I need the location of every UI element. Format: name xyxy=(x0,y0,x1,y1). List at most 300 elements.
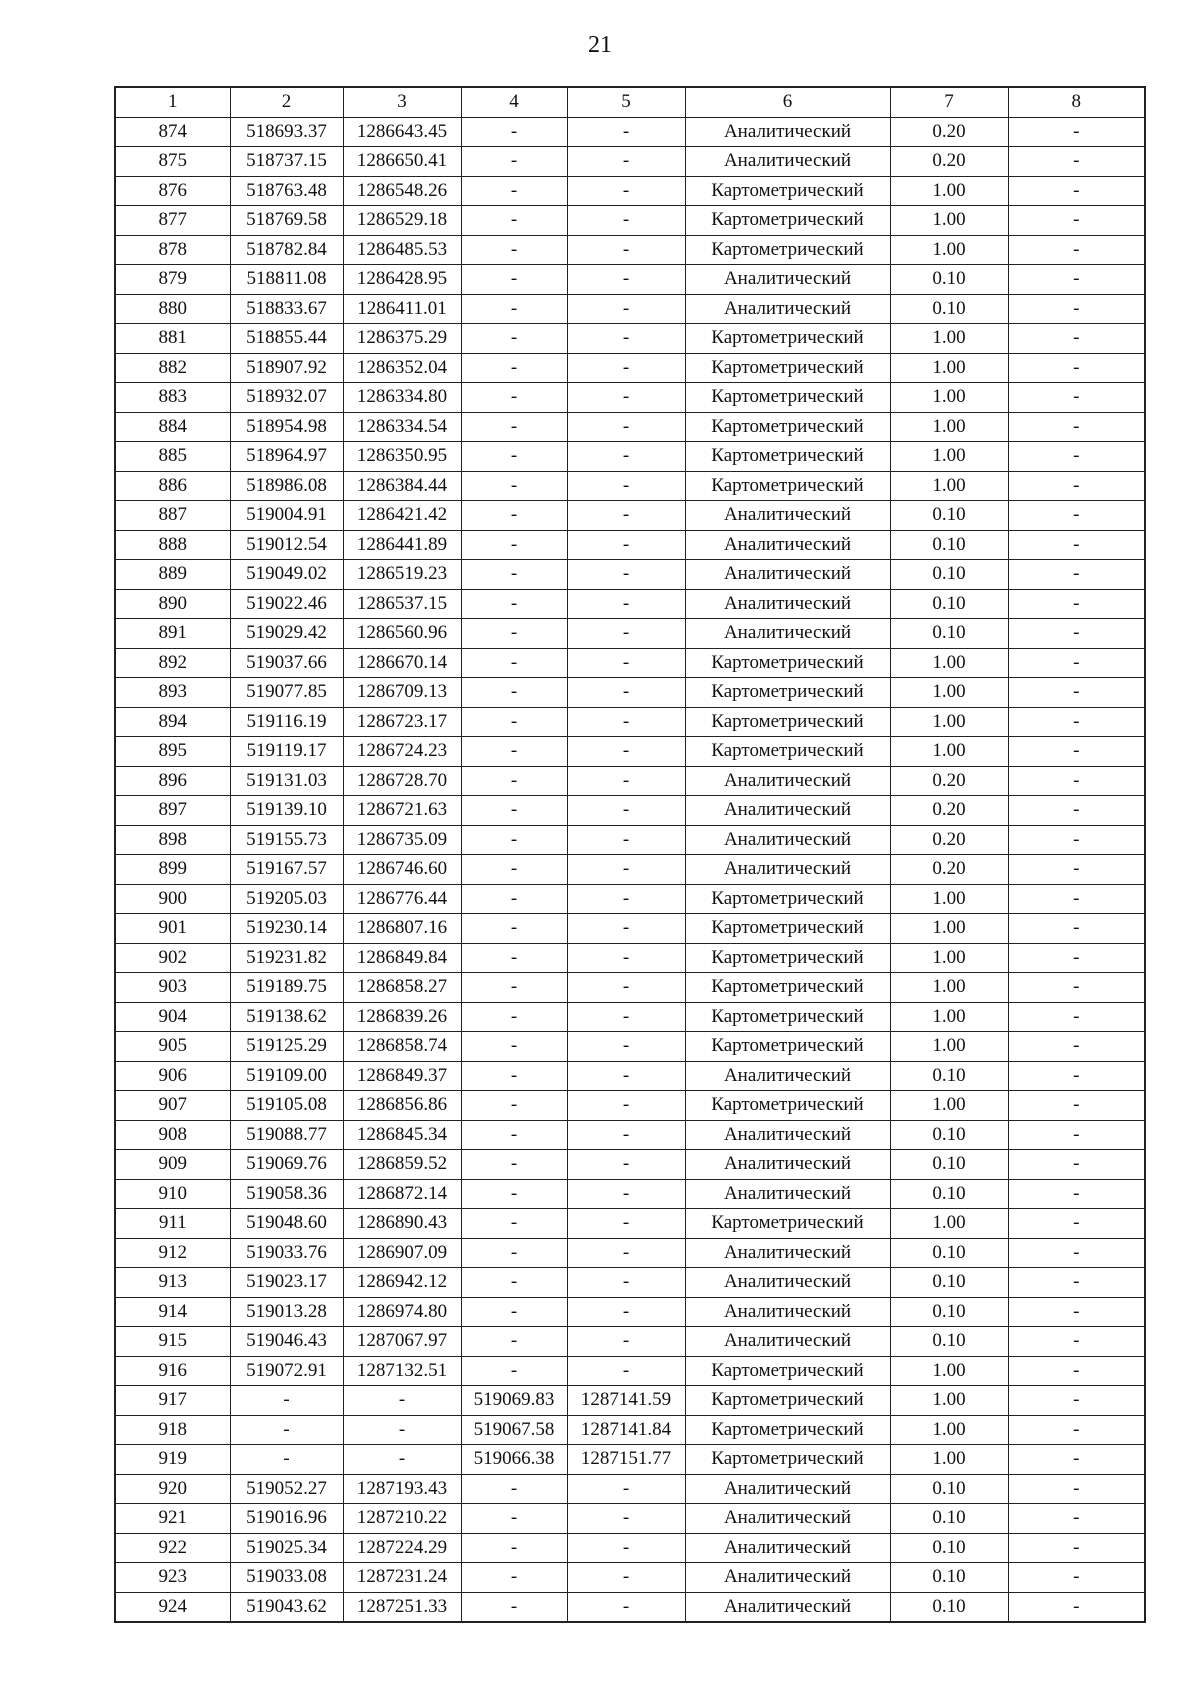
table-cell: 1287151.77 xyxy=(567,1445,685,1475)
table-cell: 1286807.16 xyxy=(343,914,461,944)
table-cell: 914 xyxy=(115,1297,230,1327)
table-cell: 1.00 xyxy=(890,678,1008,708)
table-cell: - xyxy=(1008,442,1145,472)
table-cell: 0.10 xyxy=(890,1533,1008,1563)
table-cell: 919 xyxy=(115,1445,230,1475)
table-row xyxy=(115,678,1145,708)
table-cell: 1.00 xyxy=(890,973,1008,1003)
table-cell: - xyxy=(461,560,567,590)
table-row xyxy=(115,383,1145,413)
table-row xyxy=(115,1474,1145,1504)
page-number: 21 xyxy=(588,32,612,58)
table-cell: 0.10 xyxy=(890,501,1008,531)
table-cell: - xyxy=(1008,471,1145,501)
table-cell: 1286529.18 xyxy=(343,206,461,236)
table-cell: 0.10 xyxy=(890,1179,1008,1209)
table-cell: - xyxy=(461,353,567,383)
table-cell: 1.00 xyxy=(890,412,1008,442)
table-cell: 1.00 xyxy=(890,324,1008,354)
table-cell: - xyxy=(1008,707,1145,737)
table-cell: - xyxy=(461,1032,567,1062)
table-cell: Аналитический xyxy=(685,501,890,531)
table-row xyxy=(115,1297,1145,1327)
table-cell: 1.00 xyxy=(890,383,1008,413)
table-cell: 1287193.43 xyxy=(343,1474,461,1504)
table-cell: Картометрический xyxy=(685,1032,890,1062)
table-cell: - xyxy=(1008,796,1145,826)
table-cell: - xyxy=(461,1061,567,1091)
table-cell: 1286724.23 xyxy=(343,737,461,767)
table-cell: 0.20 xyxy=(890,147,1008,177)
table-row xyxy=(115,737,1145,767)
table-row xyxy=(115,884,1145,914)
table-cell: - xyxy=(461,1592,567,1622)
table-cell: Аналитический xyxy=(685,560,890,590)
table-cell: - xyxy=(567,1297,685,1327)
table-cell: - xyxy=(1008,648,1145,678)
table-cell: 519105.08 xyxy=(230,1091,343,1121)
table-cell: 1286519.23 xyxy=(343,560,461,590)
table-cell: 884 xyxy=(115,412,230,442)
table-cell: - xyxy=(1008,147,1145,177)
table-cell: 0.10 xyxy=(890,1297,1008,1327)
table-cell: 1.00 xyxy=(890,1356,1008,1386)
table-cell: Картометрический xyxy=(685,471,890,501)
table-cell: - xyxy=(1008,235,1145,265)
table-cell: 1287224.29 xyxy=(343,1533,461,1563)
table-row xyxy=(115,1032,1145,1062)
table-cell: 1.00 xyxy=(890,914,1008,944)
table-cell: 922 xyxy=(115,1533,230,1563)
column-header-2: 2 xyxy=(230,87,343,117)
table-cell: 1286849.37 xyxy=(343,1061,461,1091)
table-cell: 899 xyxy=(115,855,230,885)
table-cell: Картометрический xyxy=(685,383,890,413)
table-cell: 1.00 xyxy=(890,471,1008,501)
table-cell: 883 xyxy=(115,383,230,413)
table-cell: 1286856.86 xyxy=(343,1091,461,1121)
table-cell: 519069.76 xyxy=(230,1150,343,1180)
table-cell: Картометрический xyxy=(685,884,890,914)
table-cell: Аналитический xyxy=(685,294,890,324)
table-cell: - xyxy=(461,176,567,206)
table-cell: 1286859.52 xyxy=(343,1150,461,1180)
table-cell: - xyxy=(461,737,567,767)
table-cell: Картометрический xyxy=(685,176,890,206)
table-cell: 1286709.13 xyxy=(343,678,461,708)
table-cell: 1286845.34 xyxy=(343,1120,461,1150)
coordinates-table xyxy=(114,86,1146,1623)
table-row xyxy=(115,1356,1145,1386)
table-cell: - xyxy=(1008,1474,1145,1504)
table-cell: 519116.19 xyxy=(230,707,343,737)
table-body xyxy=(115,117,1145,1622)
table-cell: Аналитический xyxy=(685,825,890,855)
table-cell: 0.10 xyxy=(890,1504,1008,1534)
table-cell: - xyxy=(461,1356,567,1386)
table-cell: Картометрический xyxy=(685,737,890,767)
table-row xyxy=(115,265,1145,295)
table-cell: 1286428.95 xyxy=(343,265,461,295)
table-cell: 1286375.29 xyxy=(343,324,461,354)
table-cell: 0.10 xyxy=(890,265,1008,295)
table-cell: 1286849.84 xyxy=(343,943,461,973)
table-cell: 875 xyxy=(115,147,230,177)
table-cell: 924 xyxy=(115,1592,230,1622)
table-cell: 519049.02 xyxy=(230,560,343,590)
table-cell: - xyxy=(461,501,567,531)
table-cell: - xyxy=(1008,855,1145,885)
table-cell: 889 xyxy=(115,560,230,590)
table-cell: Аналитический xyxy=(685,796,890,826)
table-cell: Аналитический xyxy=(685,1238,890,1268)
table-cell: 1.00 xyxy=(890,353,1008,383)
table-cell: - xyxy=(461,383,567,413)
table-cell: - xyxy=(1008,1386,1145,1416)
table-cell: 913 xyxy=(115,1268,230,1298)
table-cell: 0.10 xyxy=(890,1327,1008,1357)
table-cell: Аналитический xyxy=(685,766,890,796)
table-cell: 891 xyxy=(115,619,230,649)
table-cell: 881 xyxy=(115,324,230,354)
table-cell: Аналитический xyxy=(685,1179,890,1209)
table-row xyxy=(115,1061,1145,1091)
table-cell: 1286548.26 xyxy=(343,176,461,206)
table-cell: - xyxy=(1008,766,1145,796)
table-cell: 894 xyxy=(115,707,230,737)
table-cell: 0.10 xyxy=(890,1238,1008,1268)
table-cell: 519131.03 xyxy=(230,766,343,796)
table-cell: 0.10 xyxy=(890,1150,1008,1180)
table-cell: 1287231.24 xyxy=(343,1563,461,1593)
table-cell: Картометрический xyxy=(685,1415,890,1445)
table-cell: 518782.84 xyxy=(230,235,343,265)
table-row xyxy=(115,766,1145,796)
table-cell: 906 xyxy=(115,1061,230,1091)
table-cell: 0.10 xyxy=(890,1268,1008,1298)
column-header-7: 7 xyxy=(890,87,1008,117)
table-cell: 519069.83 xyxy=(461,1386,567,1416)
table-cell: Аналитический xyxy=(685,1120,890,1150)
table-cell: - xyxy=(461,147,567,177)
table-cell: 519033.08 xyxy=(230,1563,343,1593)
table-cell: - xyxy=(461,678,567,708)
table-cell: Картометрический xyxy=(685,973,890,1003)
table-cell: 903 xyxy=(115,973,230,1003)
table-cell: 519046.43 xyxy=(230,1327,343,1357)
table-cell: - xyxy=(343,1445,461,1475)
table-cell: 519043.62 xyxy=(230,1592,343,1622)
table-row xyxy=(115,206,1145,236)
table-cell: 519012.54 xyxy=(230,530,343,560)
table-row xyxy=(115,1209,1145,1239)
table-cell: - xyxy=(567,206,685,236)
table-cell: Картометрический xyxy=(685,678,890,708)
table-row xyxy=(115,235,1145,265)
table-cell: 1.00 xyxy=(890,737,1008,767)
table-cell: 1286746.60 xyxy=(343,855,461,885)
table-row xyxy=(115,1120,1145,1150)
table-cell: Аналитический xyxy=(685,1061,890,1091)
table-cell: 519109.00 xyxy=(230,1061,343,1091)
table-cell: 0.20 xyxy=(890,796,1008,826)
table-cell: 519052.27 xyxy=(230,1474,343,1504)
table-cell: - xyxy=(1008,1209,1145,1239)
table-row xyxy=(115,973,1145,1003)
table-cell: 910 xyxy=(115,1179,230,1209)
table-cell: - xyxy=(461,943,567,973)
table-cell: - xyxy=(567,501,685,531)
table-cell: - xyxy=(567,737,685,767)
table-cell: - xyxy=(567,294,685,324)
table-cell: - xyxy=(230,1386,343,1416)
table-cell: 0.20 xyxy=(890,117,1008,147)
table-cell: - xyxy=(461,1120,567,1150)
table-row xyxy=(115,1268,1145,1298)
table-cell: Картометрический xyxy=(685,235,890,265)
table-row xyxy=(115,619,1145,649)
table-row xyxy=(115,1150,1145,1180)
table-cell: - xyxy=(1008,206,1145,236)
table-cell: - xyxy=(567,1356,685,1386)
table-cell: - xyxy=(1008,1150,1145,1180)
table-cell: 1286537.15 xyxy=(343,589,461,619)
table-cell: - xyxy=(567,678,685,708)
table-cell: - xyxy=(1008,1091,1145,1121)
table-row xyxy=(115,1327,1145,1357)
table-cell: 0.10 xyxy=(890,530,1008,560)
table-cell: Аналитический xyxy=(685,619,890,649)
table-cell: 0.20 xyxy=(890,855,1008,885)
table-cell: - xyxy=(1008,1032,1145,1062)
table-cell: 519077.85 xyxy=(230,678,343,708)
table-cell: - xyxy=(567,1533,685,1563)
table-cell: 519033.76 xyxy=(230,1238,343,1268)
table-row xyxy=(115,648,1145,678)
table-cell: Картометрический xyxy=(685,1445,890,1475)
column-header-8: 8 xyxy=(1008,87,1145,117)
table-cell: 1.00 xyxy=(890,176,1008,206)
table-cell: 1.00 xyxy=(890,206,1008,236)
table-cell: 1286352.04 xyxy=(343,353,461,383)
table-cell: Картометрический xyxy=(685,1209,890,1239)
table-cell: - xyxy=(567,1327,685,1357)
table-cell: 1286735.09 xyxy=(343,825,461,855)
table-cell: 519072.91 xyxy=(230,1356,343,1386)
table-cell: Аналитический xyxy=(685,117,890,147)
table-cell: 518763.48 xyxy=(230,176,343,206)
table-cell: 519167.57 xyxy=(230,855,343,885)
table-cell: 876 xyxy=(115,176,230,206)
table-cell: 1286334.80 xyxy=(343,383,461,413)
table-cell: Аналитический xyxy=(685,265,890,295)
table-cell: - xyxy=(1008,914,1145,944)
table-cell: - xyxy=(567,442,685,472)
table-cell: - xyxy=(1008,324,1145,354)
table-cell: - xyxy=(567,648,685,678)
table-cell: Картометрический xyxy=(685,1386,890,1416)
table-row xyxy=(115,1002,1145,1032)
table-cell: Аналитический xyxy=(685,1533,890,1563)
table-cell: - xyxy=(461,265,567,295)
table-cell: 896 xyxy=(115,766,230,796)
table-cell: 518855.44 xyxy=(230,324,343,354)
table-row xyxy=(115,442,1145,472)
table-cell: 0.10 xyxy=(890,294,1008,324)
table-cell: 1287141.84 xyxy=(567,1415,685,1445)
table-cell: 1286942.12 xyxy=(343,1268,461,1298)
table-cell: 901 xyxy=(115,914,230,944)
table-row xyxy=(115,501,1145,531)
table-cell: Картометрический xyxy=(685,707,890,737)
table-cell: 518907.92 xyxy=(230,353,343,383)
table-cell: - xyxy=(1008,530,1145,560)
table-cell: - xyxy=(461,530,567,560)
table-cell: 519155.73 xyxy=(230,825,343,855)
table-cell: Картометрический xyxy=(685,324,890,354)
table-cell: 898 xyxy=(115,825,230,855)
table-cell: - xyxy=(461,1002,567,1032)
table-cell: - xyxy=(567,1474,685,1504)
table-cell: 519013.28 xyxy=(230,1297,343,1327)
column-header-1: 1 xyxy=(115,87,230,117)
table-cell: 1.00 xyxy=(890,442,1008,472)
table-cell: - xyxy=(1008,1415,1145,1445)
table-cell: 874 xyxy=(115,117,230,147)
table-cell: 519022.46 xyxy=(230,589,343,619)
table-cell: - xyxy=(1008,1563,1145,1593)
table-cell: 519119.17 xyxy=(230,737,343,767)
table-cell: - xyxy=(461,1268,567,1298)
table-cell: 907 xyxy=(115,1091,230,1121)
table-row xyxy=(115,1386,1145,1416)
table-cell: - xyxy=(567,1209,685,1239)
table-cell: - xyxy=(1008,737,1145,767)
table-cell: - xyxy=(461,117,567,147)
table-cell: - xyxy=(1008,1179,1145,1209)
table-row xyxy=(115,943,1145,973)
table-cell: - xyxy=(461,1150,567,1180)
table-cell: - xyxy=(1008,1445,1145,1475)
table-cell: - xyxy=(567,147,685,177)
table-cell: 519139.10 xyxy=(230,796,343,826)
table-cell: - xyxy=(461,324,567,354)
table-cell: 921 xyxy=(115,1504,230,1534)
table-cell: 1286384.44 xyxy=(343,471,461,501)
table-cell: 1287132.51 xyxy=(343,1356,461,1386)
table-cell: 1287251.33 xyxy=(343,1592,461,1622)
table-cell: - xyxy=(461,914,567,944)
table-cell: - xyxy=(567,1032,685,1062)
table-cell: 1.00 xyxy=(890,1415,1008,1445)
table-cell: - xyxy=(461,707,567,737)
table-cell: 1286560.96 xyxy=(343,619,461,649)
table-row xyxy=(115,353,1145,383)
table-cell: - xyxy=(230,1445,343,1475)
table-cell: 912 xyxy=(115,1238,230,1268)
table-cell: 1.00 xyxy=(890,884,1008,914)
table-cell: 1286890.43 xyxy=(343,1209,461,1239)
table-cell: 920 xyxy=(115,1474,230,1504)
table-cell: 882 xyxy=(115,353,230,383)
table-cell: Аналитический xyxy=(685,1504,890,1534)
table-cell: 519025.34 xyxy=(230,1533,343,1563)
table-cell: 518932.07 xyxy=(230,383,343,413)
table-cell: - xyxy=(461,1297,567,1327)
table-cell: 519016.96 xyxy=(230,1504,343,1534)
table-cell: 916 xyxy=(115,1356,230,1386)
table-cell: 1286776.44 xyxy=(343,884,461,914)
table-cell: - xyxy=(567,1150,685,1180)
table-cell: - xyxy=(461,766,567,796)
table-row xyxy=(115,914,1145,944)
table-cell: 1286350.95 xyxy=(343,442,461,472)
table-cell: - xyxy=(567,1504,685,1534)
table-cell: - xyxy=(567,825,685,855)
table-cell: - xyxy=(1008,117,1145,147)
table-cell: 1.00 xyxy=(890,235,1008,265)
table-cell: 897 xyxy=(115,796,230,826)
table-cell: - xyxy=(343,1386,461,1416)
table-cell: 905 xyxy=(115,1032,230,1062)
table-cell: 519125.29 xyxy=(230,1032,343,1062)
table-cell: 518769.58 xyxy=(230,206,343,236)
table-cell: 900 xyxy=(115,884,230,914)
table-cell: 1286411.01 xyxy=(343,294,461,324)
table-cell: - xyxy=(461,1091,567,1121)
table-cell: 1286643.45 xyxy=(343,117,461,147)
table-cell: - xyxy=(567,1179,685,1209)
table-row xyxy=(115,1504,1145,1534)
table-row xyxy=(115,1563,1145,1593)
table-cell: - xyxy=(1008,1238,1145,1268)
table-cell: 519231.82 xyxy=(230,943,343,973)
column-header-6: 6 xyxy=(685,87,890,117)
table-cell: - xyxy=(567,884,685,914)
table-cell: - xyxy=(567,1061,685,1091)
table-cell: 518833.67 xyxy=(230,294,343,324)
table-cell: - xyxy=(567,766,685,796)
table-cell: 908 xyxy=(115,1120,230,1150)
table-cell: - xyxy=(461,1238,567,1268)
table-cell: - xyxy=(461,1563,567,1593)
table-cell: - xyxy=(567,707,685,737)
table-cell: Аналитический xyxy=(685,147,890,177)
table-cell: 1.00 xyxy=(890,1091,1008,1121)
table-cell: 1286728.70 xyxy=(343,766,461,796)
table-cell: Аналитический xyxy=(685,1297,890,1327)
table-row xyxy=(115,707,1145,737)
table-cell: - xyxy=(461,294,567,324)
table-cell: 1286441.89 xyxy=(343,530,461,560)
table-header-row xyxy=(115,87,1145,117)
table-cell: 0.10 xyxy=(890,1061,1008,1091)
table-cell: - xyxy=(567,412,685,442)
table-cell: 890 xyxy=(115,589,230,619)
table-cell: - xyxy=(1008,412,1145,442)
table-cell: 893 xyxy=(115,678,230,708)
table-cell: 1.00 xyxy=(890,1386,1008,1416)
table-cell: 887 xyxy=(115,501,230,531)
table-cell: - xyxy=(461,1504,567,1534)
table-cell: Картометрический xyxy=(685,914,890,944)
table-row xyxy=(115,589,1145,619)
table-cell: 0.10 xyxy=(890,1592,1008,1622)
table-cell: - xyxy=(461,796,567,826)
table-cell: Картометрический xyxy=(685,412,890,442)
table-cell: - xyxy=(343,1415,461,1445)
table-cell: - xyxy=(567,1091,685,1121)
